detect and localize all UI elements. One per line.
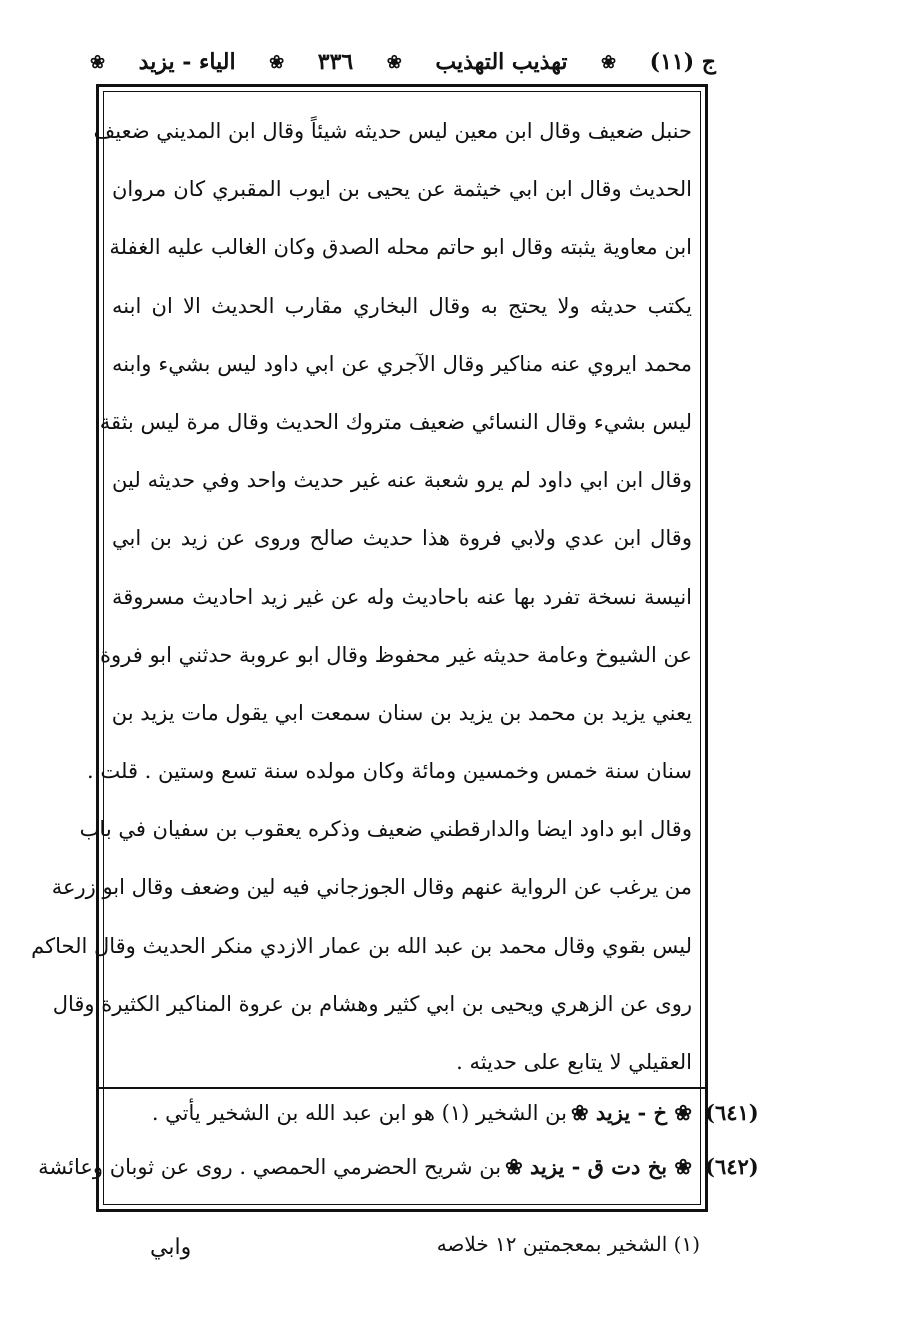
text-line: ليس بشيء وقال النسائي ضعيف متروك الحديث وقال مرة ليس بثقة <box>99 409 692 434</box>
text-line: ابن معاوية يثبته وقال ابو حاتم محله الصدق وكان الغالب عليه الغفلة <box>109 235 692 260</box>
text-line: العقيلي لا يتابع على حديثه . <box>456 1050 692 1074</box>
entry-text: بن شريح الحضرمي الحمصي . روى عن ثوبان وعائشة <box>38 1155 502 1179</box>
footnote: (١) الشخير بمعجمتين ١٢ خلاصه <box>436 1232 700 1256</box>
text-line: ليس بقوي وقال محمد بن عبد الله بن عمار الازدي منكر الحديث وقال الحاكم <box>31 933 692 958</box>
text-line: انيسة نسخة تفرد بها عنه باحاديث وله عن غير زيد احاديث مسروقة <box>112 584 692 609</box>
text-line: عن الشيوخ وعامة حديثه غير محفوظ وقال ابو عروبة حدثني ابو فروة <box>100 642 692 667</box>
text-line: الحديث وقال ابن ابي خيثمة عن يحيى بن ايوب المقبري كان مروان <box>112 177 692 202</box>
catchword: وابي <box>150 1235 192 1260</box>
entry-number: (٦٤١) <box>705 1100 759 1125</box>
entry-number: (٦٤٢) <box>705 1154 759 1179</box>
text-line: وقال ابو داود ايضا والدارقطني ضعيف وذكره يعقوب بن سفيان في باب <box>79 817 692 842</box>
text-line: وقال ابن ابي داود لم يرو شعبة عنه غير حديث واحد وفي حديثه لين <box>112 468 692 493</box>
entry-641 <box>112 1088 692 1138</box>
section-label: الياء - يزيد <box>138 49 236 75</box>
book-title: تهذيب التهذيب <box>435 49 568 75</box>
text-line: محمد ايروي عنه مناكير وقال الآجري عن ابي داود ليس بشيء وابنه <box>112 351 692 376</box>
text-line: يعني يزيد بن محمد بن يزيد بن سنان سمعت ابي يقول مات يزيد بن <box>111 700 692 725</box>
text-line: حنبل ضعيف وقال ابن معين ليس حديثه شيئاً وقال ابن المديني ضعيف <box>93 119 692 143</box>
ornament-icon: ❀ <box>601 51 617 73</box>
entry-marker: ❀ بخ دت ق - يزيد ❀ <box>505 1154 692 1179</box>
entry-text: بن الشخير (١) هو ابن عبد الله بن الشخير يأتي . <box>151 1101 567 1125</box>
entry-marker: ❀ خ - يزيد ❀ <box>570 1100 692 1125</box>
page-number: ٣٣٦ <box>317 49 354 75</box>
ornament-icon: ❀ <box>386 51 402 73</box>
volume-label: ج (١١) <box>649 49 716 75</box>
ornament-icon: ❀ <box>269 51 285 73</box>
main-text <box>31 102 692 1091</box>
text-line: سنان سنة خمس وخمسين ومائة وكان مولده سنة تسع وستين . قلت . <box>87 759 692 784</box>
entry-642 <box>38 1142 692 1192</box>
text-line: يكتب حديثه ولا يحتج به وقال البخاري مقارب الحديث الا ان ابنه <box>112 293 692 318</box>
running-header <box>84 42 716 82</box>
text-line: روى عن الزهري ويحيى بن ابي كثير وهشام بن عروة المناكير الكثيرة وقال <box>52 991 692 1016</box>
text-line: وقال ابن عدي ولابي فروة هذا حديث صالح وروى عن زيد بن ابي <box>112 526 692 551</box>
text-line: من يرغب عن الرواية عنهم وقال الجوزجاني فيه لين وضعف وقال ابو زرعة <box>51 875 692 900</box>
ornament-icon: ❀ <box>90 51 106 73</box>
